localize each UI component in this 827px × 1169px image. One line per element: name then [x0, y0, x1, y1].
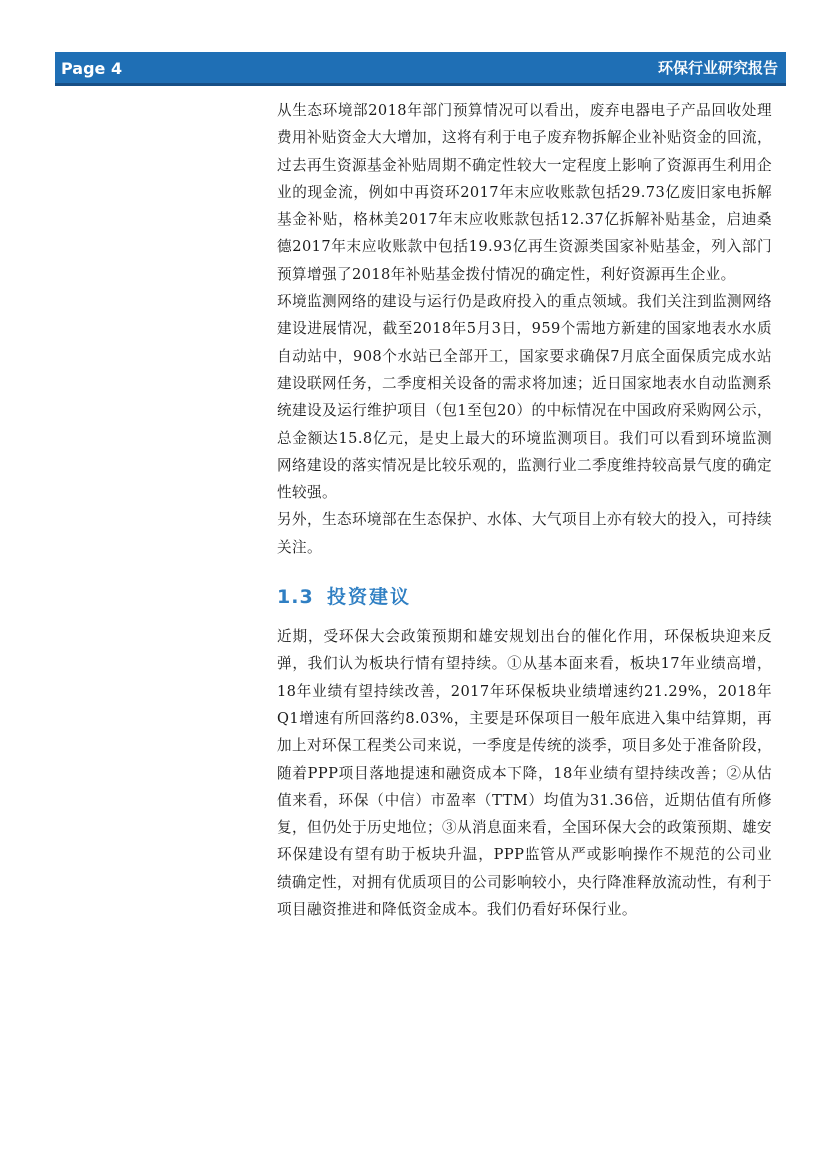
section-number: 1.3: [277, 586, 314, 609]
page-header-bar: [55, 52, 786, 86]
section-heading: [277, 583, 772, 611]
section-title: 投资建议: [327, 586, 412, 609]
body-paragraph-investment-advice: 近期，受环保大会政策预期和雄安规划出台的催化作用，环保板块迎来反弹，我们认为板块行情有望持续。①从基本面来看，板块17年业绩高增，18年业绩有望持续改善，2017年环保板块业绩增速约21.29%，2018年Q1增速有所回落约8.03%，主要是环保项目一般年底进入集中结算期，再加上对环保工程类公司来说，一季度是传统的淡季，项目多处于准备阶段，随着PPP项目落地提速和融资成本下降，18年业绩有望持续改善；②从估值来看，环保（中信）市盈率（TTM）均值为31.36倍，近期估值有所修复，但仍处于历史地位；③从消息面来看，全国环保大会的政策预期、雄安环保建设有望有助于板块升温，PPP监管从严或影响操作不规范的公司业绩确定性，对拥有优质项目的公司影响较小，央行降准释放流动性，有利于项目融资推进和降低资金成本。我们仍看好环保行业。: [277, 628, 772, 919]
body-paragraph-monitoring: 环境监测网络的建设与运行仍是政府投入的重点领域。我们关注到监测网络建设进展情况，截至2018年5月3日，959个需地方新建的国家地表水水质自动站中，908个水站已全部开工，国家要求确保7月底全面保质完成水站建设联网任务，二季度相关设备的需求将加速；近日国家地表水自动监测系统建设及运行维护项目（包1至包20）的中标情况在中国政府采购网公示，总金额达15.8亿元，是史上最大的环境监测项目。我们可以看到环境监测网络建设的落实情况是比较乐观的，监测行业二季度维持较高景气度的确定性较强。: [277, 293, 772, 502]
report-title: 环保行业研究报告: [657, 59, 778, 77]
page-number-label: Page 4: [61, 59, 123, 78]
body-paragraph-recycling: 从生态环境部2018年部门预算情况可以看出，废弃电器电子产品回收处理费用补贴资金大大增加，这将有利于电子废弃物拆解企业补贴资金的回流，过去再生资源基金补贴周期不确定性较大一定程度上影响了资源再生利用企业的现金流，例如中再资环2017年末应收账款包括29.73亿废旧家电拆解基金补贴，格林美2017年末应收账款包括12.37亿拆解补贴基金，启迪桑德2017年末应收账款中包括19.93亿再生资源类国家补贴基金，列入部门预算增强了2018年补贴基金拨付情况的确定性，利好资源再生企业。: [277, 102, 772, 283]
page-body: [277, 97, 772, 923]
body-paragraph-other-investment: 另外，生态环境部在生态保护、水体、大气项目上亦有较大的投入，可持续关注。: [277, 511, 772, 556]
